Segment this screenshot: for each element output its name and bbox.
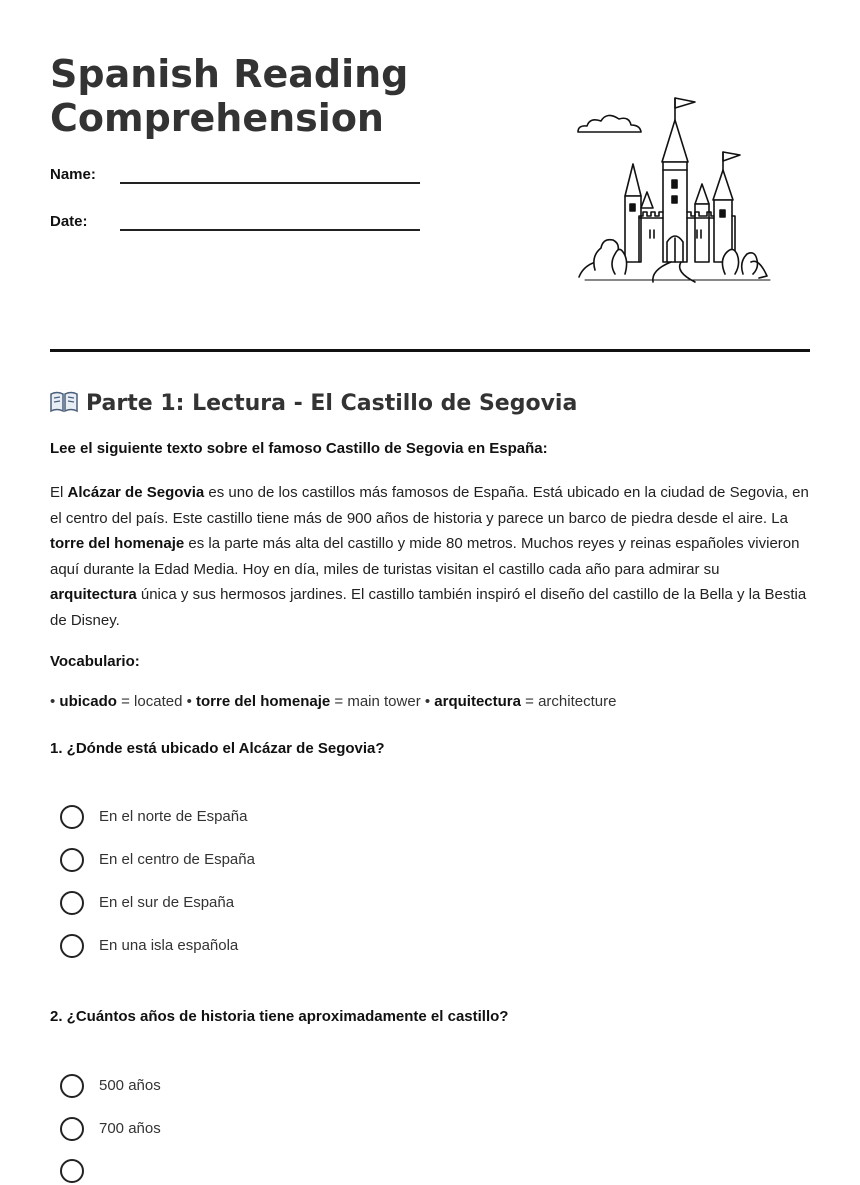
radio-button[interactable] xyxy=(60,934,84,958)
option-label: En el sur de España xyxy=(99,894,235,911)
open-book-icon xyxy=(50,391,78,413)
question-1: 1. ¿Dónde está ubicado el Alcázar de Segovia? xyxy=(50,740,385,757)
option-label: En una isla española xyxy=(99,937,239,954)
passage-bold-term: arquitectura xyxy=(50,586,137,604)
castle-illustration xyxy=(575,92,775,284)
vocab-term: ubicado xyxy=(59,693,117,710)
passage-bold-term: Alcázar de Segovia xyxy=(67,484,205,501)
worksheet-title: Spanish Reading Comprehension xyxy=(50,52,409,140)
option-label: 500 años xyxy=(99,1077,161,1094)
passage-bold-term: torre del homenaje xyxy=(50,535,185,553)
passage-text: es uno de los castillos más famosos de España. Está ubicado en la ciudad de Segovia, en el centro del país. Este castillo tiene más de 900 años de historia y parece un barco de piedra desde el aire. La xyxy=(50,484,809,527)
date-label: Date: xyxy=(50,213,88,230)
radio-button[interactable] xyxy=(60,891,84,915)
radio-button[interactable] xyxy=(60,805,84,829)
name-field[interactable] xyxy=(50,160,430,190)
option-label: 700 años xyxy=(99,1120,161,1137)
vocab-term: arquitectura xyxy=(434,693,521,710)
radio-button[interactable] xyxy=(60,1159,84,1183)
vocab-term: torre del homenaje xyxy=(196,693,331,710)
date-line[interactable] xyxy=(120,229,420,231)
option-label: En el centro de España xyxy=(99,851,255,868)
name-label: Name: xyxy=(50,166,96,183)
vocabulary-heading: Vocabulario: xyxy=(50,653,140,670)
radio-button[interactable] xyxy=(60,848,84,872)
vocab-meaning: located xyxy=(134,693,183,710)
option-label: En el norte de España xyxy=(99,808,248,825)
vocab-meaning: main tower xyxy=(347,693,421,710)
radio-button[interactable] xyxy=(60,1117,84,1141)
vocabulary-list: • ubicado = located • torre del homenaje = main tower • arquitectura = architecture xyxy=(50,693,617,710)
part1-title: Parte 1: Lectura - El Castillo de Segovia xyxy=(86,391,578,416)
name-line[interactable] xyxy=(120,182,420,184)
passage-text: única y sus hermosos jardines. El castillo también inspiró el diseño del castillo de la Bella y la Bestia de Disney. xyxy=(50,586,807,629)
passage-text: es la parte más alta del castillo y mide 80 metros. Muchos reyes y reinas españoles vivieron aquí durante la Edad Media. Hoy en día, miles de turistas visitan el castillo cada año para admirar su xyxy=(50,535,800,578)
vocab-meaning: architecture xyxy=(538,693,617,710)
reading-instructions: Lee el siguiente texto sobre el famoso Castillo de Segovia en España: xyxy=(50,440,548,457)
date-field[interactable] xyxy=(50,207,430,237)
part1-heading xyxy=(50,388,577,420)
radio-button[interactable] xyxy=(60,1074,84,1098)
reading-passage xyxy=(50,480,810,634)
passage-text: El xyxy=(50,484,68,501)
question-2: 2. ¿Cuántos años de historia tiene aproximadamente el castillo? xyxy=(50,1008,509,1025)
section-divider xyxy=(50,349,810,352)
